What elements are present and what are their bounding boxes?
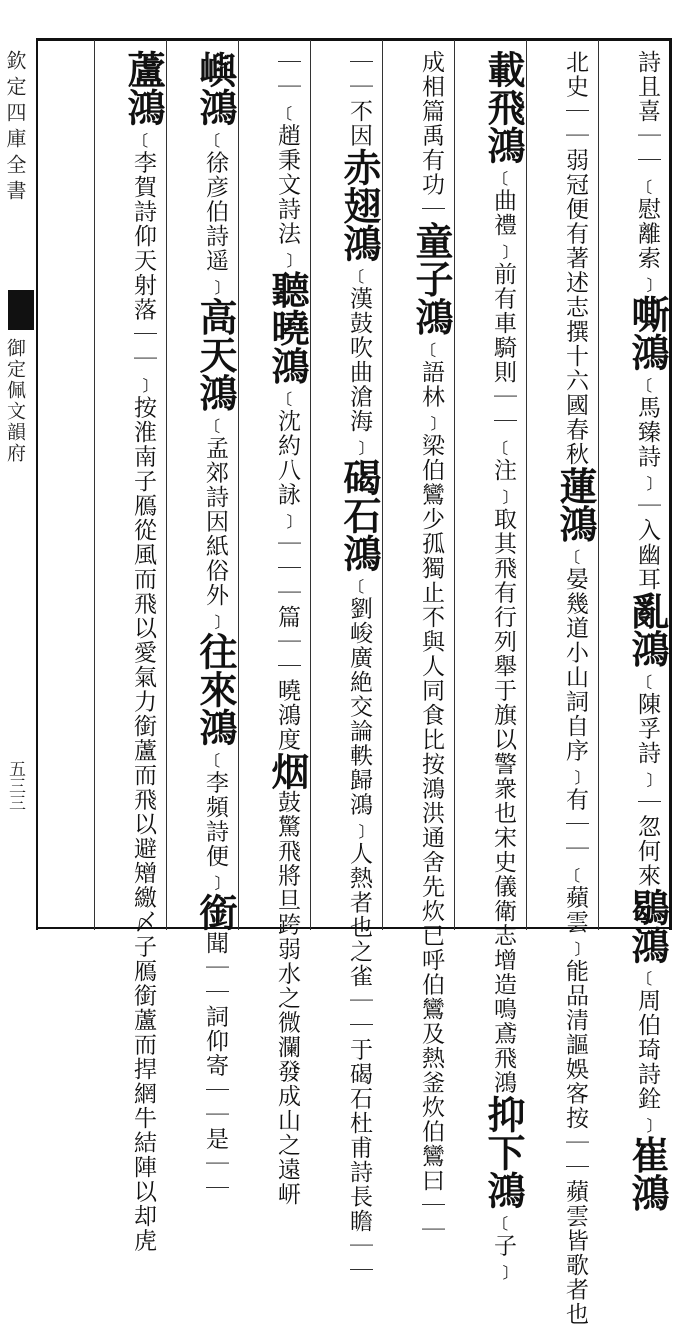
right-border bbox=[669, 38, 672, 930]
headword: 來 bbox=[193, 670, 238, 708]
annotation-text: ｜｜﹝趙秉文詩法﹞ bbox=[274, 50, 300, 271]
annotation-text: 之雀｜｜ bbox=[346, 939, 372, 1038]
headword: 鶡 bbox=[625, 888, 670, 926]
annotation-text: 鼓驚飛 bbox=[274, 790, 300, 864]
headword: 鴻 bbox=[553, 504, 598, 543]
margin-subtitle: 御定佩文韻府 bbox=[4, 338, 26, 464]
annotation-text: 將旦跨弱水之微瀾發成山之遠岍 bbox=[274, 863, 300, 1207]
headword: 碣 bbox=[337, 458, 382, 496]
column-divider bbox=[310, 40, 311, 930]
headword: 烟 bbox=[265, 752, 310, 790]
annotation-text: 舍先炊已呼伯鸞及熱釜炊伯鸞曰｜｜ bbox=[418, 850, 444, 1242]
annotation-text: 按淮南子鴈從風而飛以愛氣力 bbox=[130, 395, 156, 714]
headword: 往 bbox=[193, 632, 238, 670]
text-column bbox=[386, 50, 454, 1242]
headword: 鴻 bbox=[481, 126, 526, 164]
annotation-text: 述志撰十六國春秋 bbox=[562, 270, 588, 467]
headword: 赤 bbox=[337, 148, 382, 186]
annotation-text: ﹝陳孚詩﹞｜忽何來 bbox=[634, 667, 660, 888]
headword: 天 bbox=[193, 335, 238, 374]
annotation-text: ﹝曲禮﹞前有車騎則｜｜ bbox=[490, 164, 516, 434]
annotation-text: 品清謳娛客按｜｜蘋雲皆歌者也 bbox=[562, 983, 588, 1327]
annotation-text: ﹝沈約八詠﹞｜｜｜篇｜｜曉鴻度 bbox=[274, 384, 300, 752]
headword: 聽 bbox=[265, 270, 310, 309]
column-divider bbox=[526, 40, 527, 930]
annotation-text: ﹝孟郊詩因紙俗外﹞ bbox=[202, 411, 228, 632]
text-column bbox=[98, 50, 166, 1253]
annotation-text: ﹝注﹞取其飛有行列舉 bbox=[490, 433, 516, 679]
annotation-text: ﹝李賀詩仰天射落｜｜﹞ bbox=[130, 126, 156, 396]
annotation-text: 按鴻洪通 bbox=[418, 752, 444, 850]
annotation-text: ｜｜不因 bbox=[346, 50, 372, 148]
annotation-text: 聞｜｜ bbox=[202, 931, 228, 1005]
annotation-text: ﹝晏幾道小山詞自序﹞有｜｜﹝蘋雲﹞能 bbox=[562, 542, 588, 984]
page-number: 五三三 bbox=[5, 760, 25, 811]
headword: 鴻 bbox=[337, 534, 382, 572]
text-column bbox=[170, 50, 238, 1201]
annotation-text: ﹝徐彦伯詩遥﹞ bbox=[202, 126, 228, 298]
annotation-text: ﹝周伯琦詩銓﹞ bbox=[634, 964, 660, 1136]
headword: 鴻 bbox=[625, 333, 670, 371]
headword: 鴻 bbox=[193, 88, 238, 126]
headword: 鴻 bbox=[625, 1173, 670, 1212]
headword: 翅 bbox=[337, 186, 382, 224]
annotation-text: 詩且喜｜｜ bbox=[634, 50, 660, 173]
annotation-text: ﹝子﹞ bbox=[490, 1209, 516, 1283]
headword: 鴻 bbox=[481, 1171, 526, 1209]
headword: 鴻 bbox=[265, 346, 310, 385]
headword: 石 bbox=[337, 496, 382, 534]
headword: 下 bbox=[481, 1133, 526, 1171]
headword: 載 bbox=[481, 50, 526, 88]
annotation-text: 北史｜｜弱冠便有著 bbox=[562, 50, 588, 271]
annotation-text: 于碣石杜甫詩長瞻｜｜ bbox=[346, 1037, 372, 1283]
headword: 鴻 bbox=[337, 224, 382, 262]
annotation-text: ﹝語林﹞梁伯鸞少孤獨止不與人同食比 bbox=[418, 335, 444, 752]
column-divider bbox=[166, 40, 167, 930]
annotation-text: 是｜｜ bbox=[202, 1127, 228, 1201]
headword: 曉 bbox=[265, 308, 310, 347]
annotation-text: 銜蘆而飛以避矰繳〆子鴈銜蘆而捍網牛結陣以却虎 bbox=[130, 714, 156, 1253]
annotation-text: ﹝馬臻詩﹞｜入幽耳 bbox=[634, 371, 660, 592]
headword: 鴻 bbox=[193, 373, 238, 412]
annotation-text: 于旗以警衆也宋史儀衛志增造鳴鳶飛鴻 bbox=[490, 678, 516, 1095]
left-border bbox=[36, 38, 38, 930]
headword: 抑 bbox=[481, 1095, 526, 1133]
column-divider bbox=[382, 40, 383, 930]
headword: 高 bbox=[193, 297, 238, 336]
headword: 鴻 bbox=[625, 629, 670, 668]
column-divider bbox=[238, 40, 239, 930]
headword: 嶼 bbox=[193, 50, 238, 88]
annotation-text: ﹝李頻詩便﹞ bbox=[202, 746, 228, 893]
text-column bbox=[458, 50, 526, 1283]
top-border bbox=[36, 38, 672, 41]
headword: 鴻 bbox=[409, 297, 454, 336]
headword: 鴻 bbox=[193, 708, 238, 746]
headword: 嘶 bbox=[625, 295, 670, 333]
annotation-text: 人熱者也 bbox=[346, 841, 372, 940]
headword: 童 bbox=[409, 221, 454, 260]
headword: 銜 bbox=[193, 893, 238, 931]
margin-tab bbox=[8, 290, 34, 330]
headword: 亂 bbox=[625, 591, 670, 630]
headword: 蘆 bbox=[121, 50, 166, 88]
annotation-text: ﹝漢鼓吹曲滄海﹞ bbox=[346, 262, 372, 458]
text-column bbox=[242, 50, 310, 1207]
annotation-text: 詞仰寄｜｜ bbox=[202, 1004, 228, 1127]
headword: 崔 bbox=[625, 1135, 670, 1174]
headword: 鴻 bbox=[121, 88, 166, 126]
text-column bbox=[602, 50, 670, 1212]
column-divider bbox=[94, 40, 95, 930]
column-divider bbox=[454, 40, 455, 930]
headword: 鴻 bbox=[625, 926, 670, 964]
headword: 子 bbox=[409, 259, 454, 298]
annotation-text: 成相篇禹有功｜ bbox=[418, 50, 444, 222]
text-column bbox=[314, 50, 382, 1283]
annotation-text: ﹝慰離索﹞ bbox=[634, 172, 660, 295]
text-column bbox=[530, 50, 598, 1327]
column-divider bbox=[598, 40, 599, 930]
margin-title: 欽定四庫全書 bbox=[3, 50, 27, 206]
headword: 飛 bbox=[481, 88, 526, 126]
headword: 蓮 bbox=[553, 466, 598, 505]
annotation-text: ﹝劉峻廣絶交論軼歸鴻﹞ bbox=[346, 572, 372, 842]
